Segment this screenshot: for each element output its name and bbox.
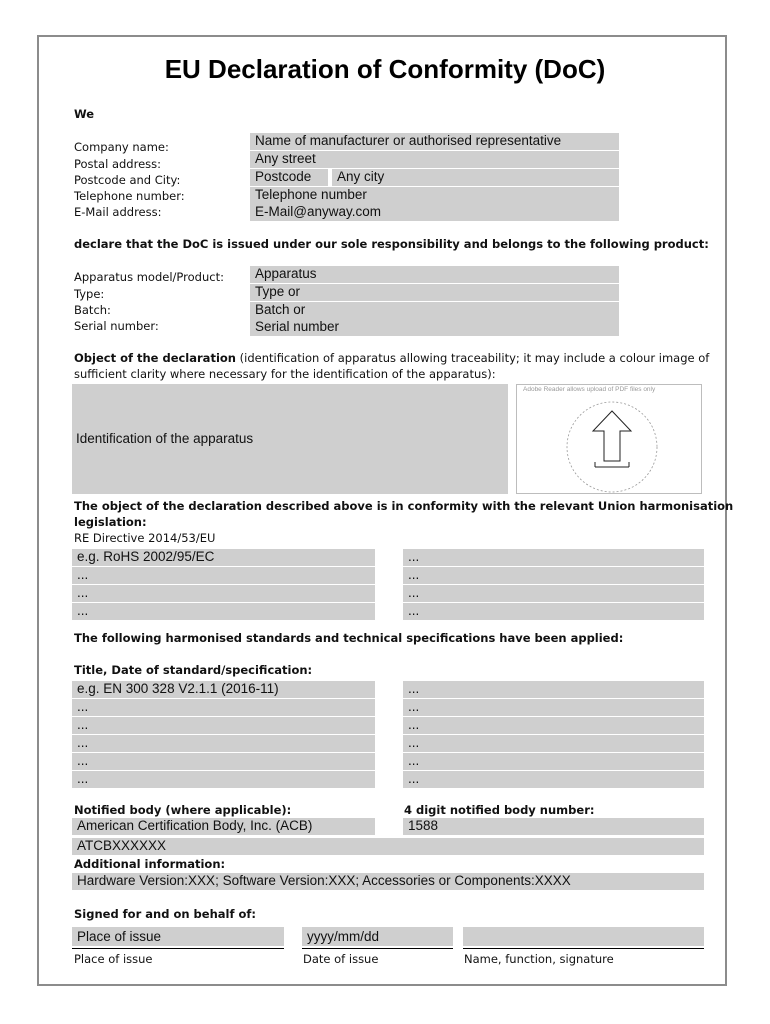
signature-field[interactable] bbox=[463, 927, 704, 946]
apparatus-label: Apparatus model/Product: bbox=[74, 270, 224, 284]
standard-right-4[interactable]: ... bbox=[403, 735, 704, 752]
image-upload-note: Adobe Reader allows upload of PDF files only bbox=[523, 386, 656, 393]
batch-label: Batch: bbox=[74, 303, 111, 317]
standard-right-3[interactable]: ... bbox=[403, 717, 704, 734]
conformity-statement-line2: legislation: bbox=[74, 515, 147, 529]
object-declaration-heading: Object of the declaration bbox=[74, 351, 236, 365]
certificate-number-field[interactable]: ATCBXXXXXX bbox=[72, 838, 704, 855]
standard-left-1[interactable]: e.g. EN 300 328 V2.1.1 (2016-11) bbox=[72, 681, 375, 698]
postcode-field[interactable]: Postcode bbox=[250, 169, 328, 186]
signed-label: Signed for and on behalf of: bbox=[74, 907, 256, 921]
standard-right-5[interactable]: ... bbox=[403, 753, 704, 770]
notified-body-field[interactable]: American Certification Body, Inc. (ACB) bbox=[72, 818, 375, 835]
city-field[interactable]: Any city bbox=[332, 169, 619, 186]
declaration-statement: declare that the DoC is issued under our sole responsibility and belongs to the following product: bbox=[74, 237, 709, 251]
standard-right-6[interactable]: ... bbox=[403, 771, 704, 788]
standard-right-1[interactable]: ... bbox=[403, 681, 704, 698]
notified-body-number-label: 4 digit notified body number: bbox=[404, 803, 595, 817]
email-field[interactable]: E-Mail@anyway.com bbox=[250, 204, 619, 221]
standard-left-5[interactable]: ... bbox=[72, 753, 375, 770]
notified-body-label: Notified body (where applicable): bbox=[74, 803, 292, 817]
apparatus-identification-field[interactable]: Identification of the apparatus bbox=[72, 384, 508, 494]
legislation-left-3[interactable]: ... bbox=[72, 585, 375, 602]
standards-title-label: Title, Date of standard/specification: bbox=[74, 663, 313, 677]
upload-icon bbox=[557, 397, 667, 493]
standard-left-3[interactable]: ... bbox=[72, 717, 375, 734]
conformity-statement-line1: The object of the declaration described above is in conformity with the relevant Union harmonisation bbox=[74, 499, 734, 513]
company-name-field[interactable]: Name of manufacturer or authorised representative bbox=[250, 133, 619, 150]
batch-field[interactable]: Batch or bbox=[250, 302, 619, 319]
legislation-right-3[interactable]: ... bbox=[403, 585, 704, 602]
legislation-right-1[interactable]: ... bbox=[403, 549, 704, 566]
telephone-label: Telephone number: bbox=[74, 189, 185, 203]
postal-address-label: Postal address: bbox=[74, 157, 162, 171]
date-signature-line bbox=[302, 948, 453, 949]
postcode-city-label: Postcode and City: bbox=[74, 173, 181, 187]
object-declaration-line1: (identification of apparatus allowing traceability; it may include a colour image of bbox=[235, 351, 710, 365]
signature-caption: Name, function, signature bbox=[464, 952, 614, 966]
legislation-left-4[interactable]: ... bbox=[72, 603, 375, 620]
email-label: E-Mail address: bbox=[74, 205, 162, 219]
apparatus-field[interactable]: Apparatus bbox=[250, 266, 619, 283]
standard-left-6[interactable]: ... bbox=[72, 771, 375, 788]
additional-info-field[interactable]: Hardware Version:XXX; Software Version:XXX; Accessories or Components:XXXX bbox=[72, 873, 704, 890]
type-label: Type: bbox=[74, 287, 105, 301]
notified-body-number-field[interactable]: 1588 bbox=[403, 818, 704, 835]
telephone-field[interactable]: Telephone number bbox=[250, 187, 619, 204]
legislation-right-2[interactable]: ... bbox=[403, 567, 704, 584]
standards-statement: The following harmonised standards and technical specifications have been applied: bbox=[74, 631, 624, 645]
page-title: EU Declaration of Conformity (DoC) bbox=[164, 54, 606, 84]
postal-address-field[interactable]: Any street bbox=[250, 151, 619, 168]
place-of-issue-field[interactable]: Place of issue bbox=[72, 927, 284, 946]
standard-left-2[interactable]: ... bbox=[72, 699, 375, 716]
legislation-right-4[interactable]: ... bbox=[403, 603, 704, 620]
company-name-label: Company name: bbox=[74, 140, 169, 154]
date-of-issue-field[interactable]: yyyy/mm/dd bbox=[302, 927, 453, 946]
place-signature-line bbox=[72, 948, 284, 949]
standard-left-4[interactable]: ... bbox=[72, 735, 375, 752]
image-upload-button[interactable] bbox=[516, 384, 702, 494]
we-label: We bbox=[74, 107, 95, 121]
additional-info-label: Additional information: bbox=[74, 857, 226, 871]
object-declaration-text bbox=[74, 351, 709, 365]
date-of-issue-caption: Date of issue bbox=[303, 952, 379, 966]
object-declaration-line2: sufficient clarity where necessary for the identification of the apparatus): bbox=[74, 367, 496, 381]
place-of-issue-caption: Place of issue bbox=[74, 952, 153, 966]
standard-right-2[interactable]: ... bbox=[403, 699, 704, 716]
serial-number-field[interactable]: Serial number bbox=[250, 319, 619, 336]
serial-number-label: Serial number: bbox=[74, 319, 159, 333]
legislation-left-2[interactable]: ... bbox=[72, 567, 375, 584]
legislation-left-1[interactable]: e.g. RoHS 2002/95/EC bbox=[72, 549, 375, 566]
re-directive: RE Directive 2014/53/EU bbox=[74, 531, 216, 545]
type-field[interactable]: Type or bbox=[250, 284, 619, 301]
name-signature-line bbox=[463, 948, 704, 949]
